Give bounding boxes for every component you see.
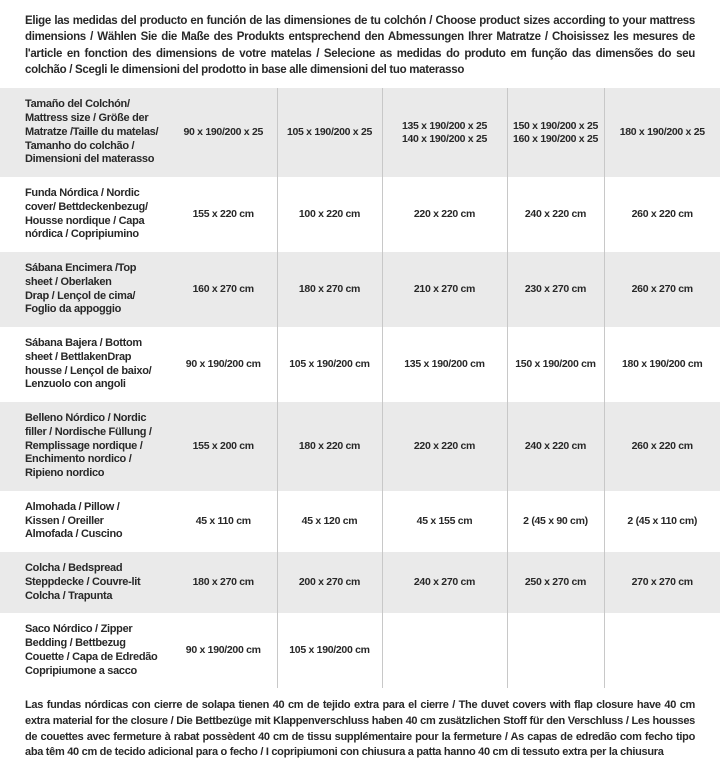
row-label: Tamaño del Colchón/ Mattress size / Größe der Matratze /Taille du matelas/ Tamanho do colchão / Dimensioni del materasso	[25, 98, 159, 166]
size-cell: 260 x 270 cm	[604, 252, 720, 327]
size-guide-table	[0, 88, 720, 688]
size-cell: 105 x 190/200 x 25	[277, 88, 382, 177]
size-cell: 100 x 220 cm	[277, 177, 382, 252]
size-cell: 210 x 270 cm	[382, 252, 507, 327]
size-cell: 150 x 190/200 x 25 160 x 190/200 x 25	[507, 88, 604, 177]
size-cell: 2 (45 x 90 cm)	[507, 491, 604, 552]
table-row	[0, 88, 720, 177]
table-row	[0, 327, 720, 402]
size-cell: 200 x 270 cm	[277, 552, 382, 613]
size-cell: 180 x 270 cm	[277, 252, 382, 327]
size-cell: 135 x 190/200 cm	[382, 327, 507, 402]
row-label: Sábana Bajera / Bottom sheet / BettlakenDrap housse / Lençol de baixo/ Lenzuolo con angoli	[25, 337, 152, 391]
size-cell: 90 x 190/200 cm	[185, 644, 261, 657]
intro-text: Elige las medidas del producto en función de las dimensiones de tu colchón / Choose product sizes according to your mattress dimensions / Wählen Sie die Maße des Produkts entsprechend den Abmessungen Ihrer Matratze / Choisissez les mesures de l'article en fonction des dimensions de votre matelas / Selecione as medidas do produto em função das dimensões do seu colchão / Scegli le dimensioni del prodotto in base alle dimensioni del tuo materasso	[25, 15, 695, 76]
size-cell	[604, 613, 720, 688]
size-cell: 2 (45 x 110 cm)	[604, 491, 720, 552]
size-cell: 45 x 155 cm	[382, 491, 507, 552]
size-cell: 220 x 220 cm	[382, 177, 507, 252]
table-body	[0, 88, 720, 688]
table-row	[0, 552, 720, 613]
row-label: Almohada / Pillow / Kissen / Oreiller Almofada / Cuscino	[25, 500, 123, 541]
row-label: Colcha / Bedspread Steppdecke / Couvre-lit Colcha / Trapunta	[25, 562, 141, 602]
size-cell: 45 x 110 cm	[195, 514, 251, 527]
row-label: Sábana Encimera /Top sheet / Oberlaken Drap / Lençol de cima/ Foglio da appoggio	[25, 262, 137, 316]
size-cell: 240 x 220 cm	[507, 402, 604, 491]
table-row	[0, 252, 720, 327]
size-cell: 90 x 190/200 cm	[185, 358, 261, 370]
size-cell: 260 x 220 cm	[604, 402, 720, 491]
size-cell: 155 x 200 cm	[192, 439, 254, 452]
table-row	[0, 613, 720, 688]
size-cell: 45 x 120 cm	[277, 491, 382, 552]
table-row	[0, 491, 720, 552]
size-cell: 180 x 190/200 x 25	[604, 88, 720, 177]
size-cell: 220 x 220 cm	[382, 402, 507, 491]
size-cell: 260 x 220 cm	[604, 177, 720, 252]
row-label: Funda Nórdica / Nordic cover/ Bettdeckenbezug/ Housse nordique / Capa nórdica / Copripiumino	[25, 187, 148, 241]
size-cell: 150 x 190/200 cm	[507, 327, 604, 402]
size-cell: 230 x 270 cm	[507, 252, 604, 327]
table-row	[0, 402, 720, 491]
size-cell: 250 x 270 cm	[507, 552, 604, 613]
footer-note: Las fundas nórdicas con cierre de solapa tienen 40 cm de tejido extra para el cierre / The duvet covers with flap closure have 40 cm extra material for the closure / Die Bettbezüge mit Klappenverschluss haben 40 cm zusätzlichen Stoff für den Verschluss / Les housses de couettes avec fermeture à rabat possèdent 40 cm de tissu supplémentaire pour la fermeture / As capas de edredão com fecho tipo aba têm 40 cm de tecido adicional para o fecho / I copripiumoni con chiusura a patta hanno 40 cm di tessuto extra per la chiusura	[25, 699, 695, 759]
size-cell	[507, 613, 604, 688]
size-cell: 105 x 190/200 cm	[277, 327, 382, 402]
size-cell: 240 x 270 cm	[382, 552, 507, 613]
size-cell	[382, 613, 507, 688]
size-cell: 180 x 190/200 cm	[604, 327, 720, 402]
table-row	[0, 177, 720, 252]
size-cell: 155 x 220 cm	[192, 208, 254, 220]
size-cell: 240 x 220 cm	[507, 177, 604, 252]
size-cell: 180 x 220 cm	[277, 402, 382, 491]
size-cell: 180 x 270 cm	[192, 576, 254, 589]
size-cell: 160 x 270 cm	[192, 283, 254, 295]
size-cell: 90 x 190/200 x 25	[183, 126, 264, 139]
size-cell: 105 x 190/200 cm	[277, 613, 382, 688]
size-cell: 135 x 190/200 x 25 140 x 190/200 x 25	[382, 88, 507, 177]
row-label: Saco Nórdico / Zipper Bedding / Bettbezug Couette / Capa de Edredão Copripiumone a sacco	[25, 623, 158, 677]
size-cell: 270 x 270 cm	[604, 552, 720, 613]
row-label: Belleno Nórdico / Nordic filler / Nordische Füllung / Remplissage nordique / Enchimento nordico / Ripieno nordico	[25, 412, 152, 480]
